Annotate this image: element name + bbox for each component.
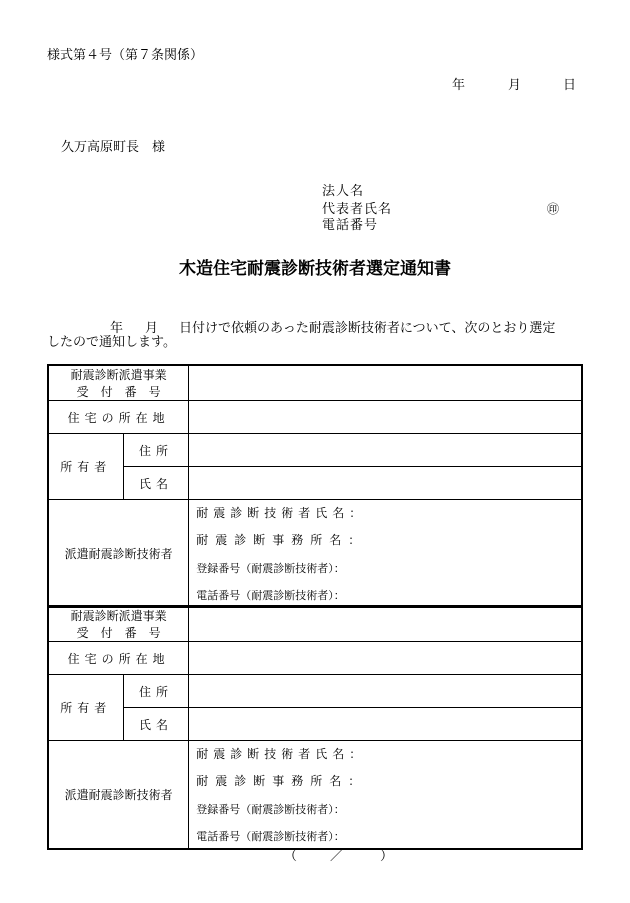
owner-name-field[interactable]	[189, 708, 582, 741]
date-year-label: 年	[452, 78, 466, 93]
engineer-label: 派遣耐震診断技術者	[48, 500, 189, 608]
owner-name-field[interactable]	[189, 467, 582, 500]
reception-number-label	[48, 365, 189, 401]
engineer-name-label: 耐震診断技術者氏名：	[196, 506, 367, 520]
engineer-details-field[interactable]	[189, 500, 582, 608]
page-counter-separator: ／	[330, 849, 344, 864]
reception-label-line-2: 受 付 番 号	[76, 385, 161, 399]
addressee: 久万高原町長 様	[61, 140, 166, 155]
owner-label: 所有者	[48, 434, 123, 500]
date-month-label: 月	[508, 78, 522, 93]
owner-address-label: 住所	[123, 675, 189, 708]
corporation-name-label: 法人名	[322, 184, 365, 199]
office-name-label: 耐震診断事務所名：	[196, 774, 368, 788]
page-counter-close: ）	[380, 849, 394, 864]
house-address-label: 住宅の所在地	[48, 401, 189, 434]
house-address-field[interactable]	[189, 401, 582, 434]
reception-number-field[interactable]	[189, 606, 582, 642]
engineer-details-field[interactable]	[189, 741, 582, 849]
representative-name-label: 代表者氏名	[322, 202, 393, 217]
engineer-phone-label: 電話番号（耐震診断技術者）：	[196, 830, 345, 843]
reception-number-label	[48, 606, 189, 642]
owner-address-field[interactable]	[189, 675, 582, 708]
phone-number-label: 電話番号	[322, 218, 379, 233]
owner-label: 所有者	[48, 675, 123, 741]
registration-number-label: 登録番号（耐震診断技術者）：	[196, 562, 345, 575]
reception-label-line-1: 耐震診断派遣事業	[70, 368, 167, 382]
reception-label-line-2: 受 付 番 号	[76, 626, 161, 640]
house-address-label: 住宅の所在地	[48, 642, 189, 675]
owner-address-label: 住所	[123, 434, 189, 467]
owner-address-field[interactable]	[189, 434, 582, 467]
owner-name-label: 氏名	[123, 467, 189, 500]
engineer-phone-label: 電話番号（耐震診断技術者）：	[196, 589, 345, 602]
owner-name-label: 氏名	[123, 708, 189, 741]
office-name-label: 耐震診断事務所名：	[196, 533, 368, 547]
reception-label-line-1: 耐震診断派遣事業	[70, 609, 167, 623]
page-counter-open: （	[284, 849, 298, 864]
document-title: 木造住宅耐震診断技術者選定通知書	[179, 259, 451, 279]
form-number: 様式第４号（第７条関係）	[47, 48, 204, 63]
house-address-field[interactable]	[189, 642, 582, 675]
engineer-label: 派遣耐震診断技術者	[48, 741, 189, 849]
body-line-2: したので通知します。	[47, 335, 176, 350]
body-line-1: 日付けで依頼のあった耐震診断技術者について、次のとおり選定	[179, 321, 556, 336]
seal-mark: ㊞	[547, 202, 560, 216]
body-month-label: 月	[145, 321, 159, 336]
reception-number-field[interactable]	[189, 365, 582, 401]
engineer-name-label: 耐震診断技術者氏名：	[196, 747, 367, 761]
body-year-label: 年	[110, 321, 124, 336]
notice-form-section-1	[47, 364, 583, 608]
notice-form-section-2	[47, 605, 583, 850]
registration-number-label: 登録番号（耐震診断技術者）：	[196, 803, 345, 816]
date-day-label: 日	[563, 78, 577, 93]
